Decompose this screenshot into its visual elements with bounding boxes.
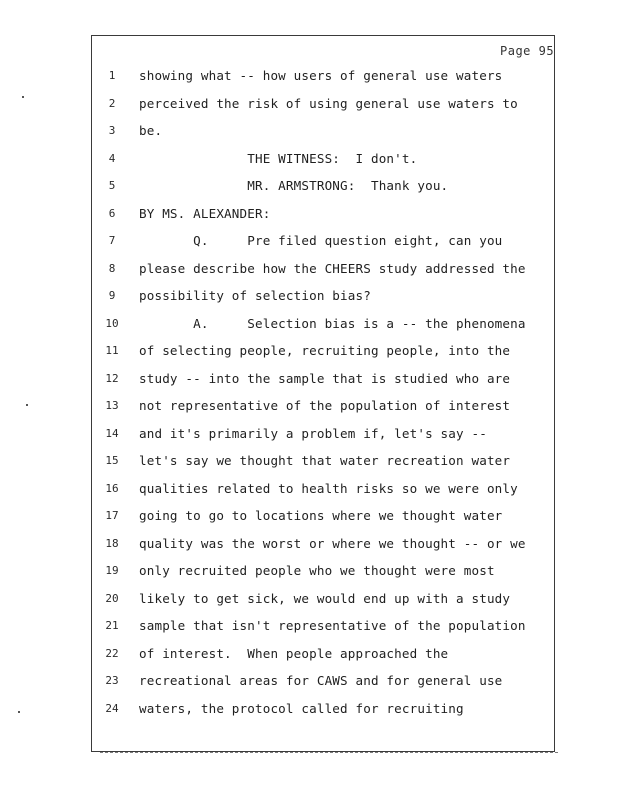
line-number: 12 <box>105 371 119 385</box>
transcript-line: THE WITNESS: I don't. <box>139 150 418 166</box>
line-number: 9 <box>108 289 116 302</box>
margin-speck <box>26 404 28 406</box>
line-number: 14 <box>105 426 119 440</box>
transcript-line: not representative of the population of interest <box>139 398 511 413</box>
transcript-line: going to go to locations where we thought water <box>139 508 503 523</box>
transcript-line: sample that isn't representative of the population <box>139 618 526 633</box>
margin-speck <box>22 96 24 98</box>
transcript-line: please describe how the CHEERS study addressed the <box>139 260 526 276</box>
line-number: 15 <box>105 454 119 467</box>
bottom-rule <box>100 752 558 754</box>
transcript-line: possibility of selection bias? <box>139 288 371 303</box>
line-number: 23 <box>105 674 119 687</box>
page-number: Page 95 <box>500 44 555 58</box>
line-number: 8 <box>108 261 116 275</box>
line-number: 5 <box>108 179 116 192</box>
transcript-line: be. <box>139 123 163 138</box>
transcript-line: and it's primarily a problem if, let's say -- <box>139 425 487 441</box>
line-number: 1 <box>108 69 116 82</box>
line-number: 11 <box>105 344 119 357</box>
transcript-line: of selecting people, recruiting people, into the <box>139 343 511 358</box>
transcript-line: only recruited people who we thought were most <box>139 563 495 578</box>
line-number: 7 <box>108 234 116 247</box>
line-number: 24 <box>105 701 119 715</box>
line-number: 18 <box>105 536 119 550</box>
transcript-line: perceived the risk of using general use waters to <box>139 95 518 111</box>
line-number: 3 <box>108 124 116 137</box>
transcript-line: waters, the protocol called for recruiting <box>139 700 464 716</box>
transcript-line: recreational areas for CAWS and for general use <box>139 673 503 688</box>
transcript-line: BY MS. ALEXANDER: <box>139 205 271 221</box>
line-number: 19 <box>105 564 119 577</box>
line-number: 17 <box>105 509 119 522</box>
transcript-line: Q. Pre filed question eight, can you <box>139 233 503 248</box>
line-number: 6 <box>108 206 116 220</box>
line-number: 16 <box>105 481 119 495</box>
transcript-line: let's say we thought that water recreation water <box>139 453 511 468</box>
line-number-column <box>100 66 124 726</box>
transcript-line: qualities related to health risks so we were only <box>139 480 518 496</box>
line-number: 13 <box>105 399 119 412</box>
transcript-line: likely to get sick, we would end up with a study <box>139 590 511 606</box>
line-number: 20 <box>105 591 119 605</box>
line-number: 22 <box>105 646 119 660</box>
transcript-line: study -- into the sample that is studied who are <box>139 370 511 386</box>
transcript-line: showing what -- how users of general use waters <box>139 68 503 83</box>
line-number: 21 <box>105 619 119 632</box>
transcript-body <box>139 66 551 726</box>
transcript-line: quality was the worst or where we thought -- or we <box>139 535 526 551</box>
margin-speck <box>18 711 20 713</box>
line-number: 2 <box>108 96 116 110</box>
transcript-line: A. Selection bias is a -- the phenomena <box>139 315 526 331</box>
transcript-line: MR. ARMSTRONG: Thank you. <box>139 178 449 193</box>
line-number: 4 <box>108 151 116 165</box>
transcript-line: of interest. When people approached the <box>139 645 449 661</box>
line-number: 10 <box>105 316 119 330</box>
